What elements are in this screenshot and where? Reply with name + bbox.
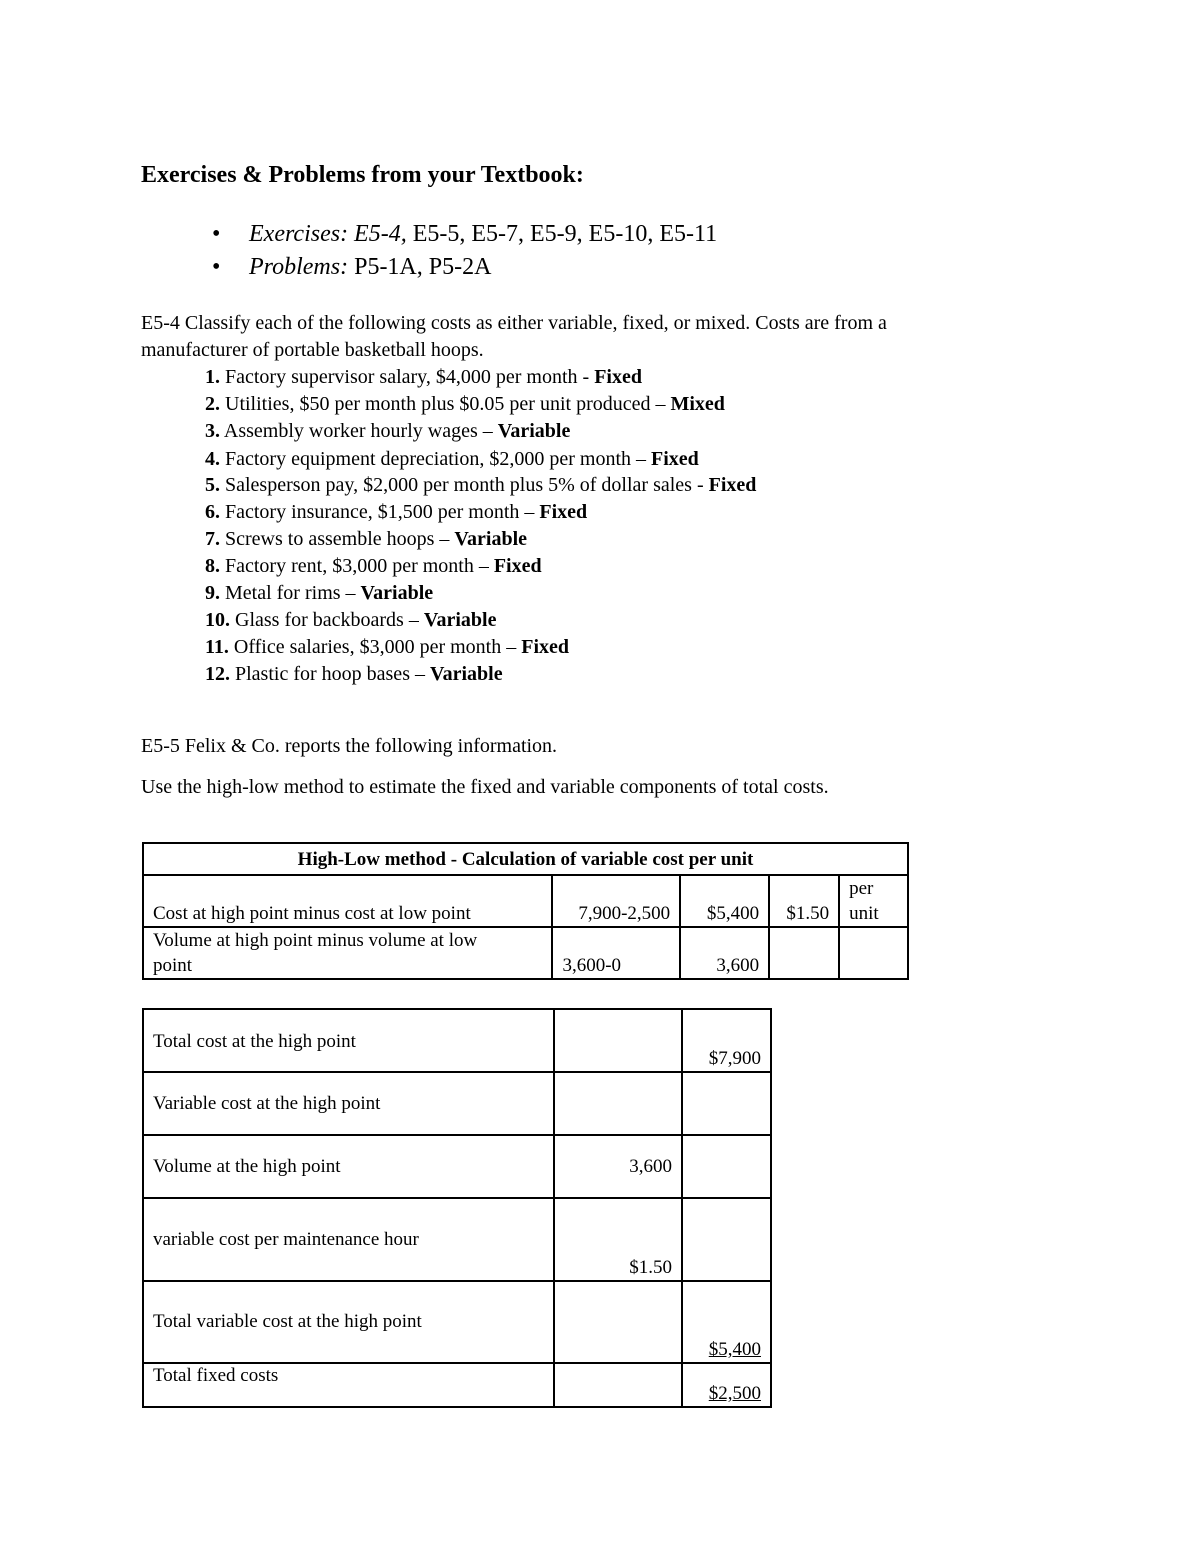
- item-classification: Fixed: [539, 501, 588, 523]
- e54-intro-line2: manufacturer of portable basketball hoops.: [141, 339, 484, 361]
- table-cell: $1.50: [554, 1198, 682, 1281]
- table-row: [143, 843, 908, 875]
- table-cell: [682, 1363, 771, 1407]
- bullet-dot-icon: •: [212, 221, 221, 247]
- table-cell: [839, 875, 908, 927]
- item-text: Salesperson pay, $2,000 per month plus 5% of dollar sales -: [225, 474, 709, 496]
- item-classification: Fixed: [708, 474, 757, 496]
- item-number: 5.: [205, 474, 220, 496]
- item-number: 9.: [205, 582, 220, 604]
- high-low-table: [142, 842, 909, 980]
- e55-intro: E5-5 Felix & Co. reports the following information.: [141, 735, 558, 757]
- table-cell: [143, 927, 552, 979]
- item-number: 3.: [205, 420, 220, 442]
- table-row: [143, 875, 908, 927]
- table-cell: [769, 927, 839, 979]
- item-text: Factory insurance, $1,500 per month –: [225, 501, 540, 523]
- item-text: Office salaries, $3,000 per month –: [233, 636, 522, 658]
- cell-value: $2,500: [708, 1383, 761, 1404]
- table-row: [143, 1198, 771, 1281]
- item-number: 2.: [205, 393, 220, 415]
- table-cell: [839, 927, 908, 979]
- table-title: High-Low method - Calculation of variable cost per unit: [143, 843, 908, 875]
- list-item: [205, 474, 756, 497]
- table-row: [143, 927, 908, 979]
- item-number: 11.: [205, 636, 229, 658]
- list-item: [205, 393, 725, 416]
- table-cell: [554, 1072, 682, 1135]
- label-line1: Volume at high point minus volume at low: [153, 930, 478, 951]
- fixed-cost-table: [142, 1008, 772, 1408]
- item-number: 1.: [205, 366, 220, 388]
- item-classification: Fixed: [521, 636, 570, 658]
- list-item: [205, 448, 699, 471]
- bullet-dot-icon: •: [212, 254, 221, 280]
- label-line2: point: [153, 955, 193, 976]
- item-classification: Fixed: [493, 555, 542, 577]
- cell-value: $5,400: [708, 1339, 761, 1360]
- item-classification: Variable: [360, 582, 434, 604]
- unit-line1: per: [849, 878, 874, 899]
- item-text: Plastic for hoop bases –: [235, 663, 430, 685]
- list-item: [205, 582, 433, 605]
- item-classification: Mixed: [670, 393, 725, 415]
- item-text: Factory rent, $3,000 per month –: [225, 555, 494, 577]
- list-item: [205, 636, 569, 659]
- table-cell: [554, 1363, 682, 1407]
- table-cell: [682, 1072, 771, 1135]
- item-number: 8.: [205, 555, 220, 577]
- table-cell: [682, 1198, 771, 1281]
- table-cell: 3,600-0: [552, 927, 680, 979]
- table-cell: $7,900: [682, 1009, 771, 1072]
- table-row: [143, 1009, 771, 1072]
- list-item: [205, 663, 503, 686]
- list-item: [205, 366, 642, 389]
- bullet-problems: [212, 254, 491, 281]
- table-cell: Volume at the high point: [143, 1135, 554, 1198]
- table-cell: [682, 1135, 771, 1198]
- bullet-label: Problems:: [249, 254, 349, 280]
- table-cell: 3,600: [680, 927, 769, 979]
- table-cell: variable cost per maintenance hour: [143, 1198, 554, 1281]
- bullet-label: Exercises: E5-4,: [249, 221, 407, 247]
- table-cell: $1.50: [769, 875, 839, 927]
- e54-intro-line1: E5-4 Classify each of the following costs as either variable, fixed, or mixed. Costs are from a: [141, 312, 887, 334]
- item-classification: Variable: [454, 528, 528, 550]
- table-cell: Variable cost at the high point: [143, 1072, 554, 1135]
- bullet-text: P5-1A, P5-2A: [348, 254, 492, 280]
- list-item: [205, 609, 496, 632]
- table-cell: [554, 1281, 682, 1363]
- e55-instruction: Use the high-low method to estimate the fixed and variable components of total costs.: [141, 776, 829, 798]
- item-number: 10.: [205, 609, 230, 631]
- bullet-text: E5-5, E5-7, E5-9, E5-10, E5-11: [406, 221, 718, 247]
- table-cell: 7,900-2,500: [552, 875, 680, 927]
- item-text: Metal for rims –: [225, 582, 361, 604]
- table-cell: 3,600: [554, 1135, 682, 1198]
- table-row: [143, 1072, 771, 1135]
- item-number: 6.: [205, 501, 220, 523]
- table-cell: $5,400: [680, 875, 769, 927]
- table-row: [143, 1135, 771, 1198]
- item-text: Glass for backboards –: [235, 609, 424, 631]
- item-text: Utilities, $50 per month plus $0.05 per unit produced –: [225, 393, 671, 415]
- unit-line2: unit: [849, 903, 879, 924]
- list-item: [205, 501, 587, 524]
- list-item: [205, 420, 570, 443]
- item-number: 4.: [205, 448, 220, 470]
- table-cell: Total cost at the high point: [143, 1009, 554, 1072]
- item-text: Assembly worker hourly wages –: [223, 420, 498, 442]
- item-number: 7.: [205, 528, 220, 550]
- table-cell: Total variable cost at the high point: [143, 1281, 554, 1363]
- table-cell: Cost at high point minus cost at low point: [143, 875, 552, 927]
- table-cell: Total fixed costs: [143, 1363, 554, 1407]
- item-text: Factory equipment depreciation, $2,000 per month –: [225, 448, 652, 470]
- table-row: [143, 1363, 771, 1407]
- table-cell: [554, 1009, 682, 1072]
- table-cell: [682, 1281, 771, 1363]
- list-item: [205, 555, 542, 578]
- bullet-exercises: [212, 221, 717, 248]
- item-classification: Variable: [497, 420, 571, 442]
- item-classification: Fixed: [594, 366, 642, 388]
- item-classification: Variable: [429, 663, 503, 685]
- list-item: [205, 528, 527, 551]
- item-text: Screws to assemble hoops –: [225, 528, 455, 550]
- item-classification: Fixed: [651, 448, 699, 470]
- item-number: 12.: [205, 663, 230, 685]
- item-text: Factory supervisor salary, $4,000 per month -: [225, 366, 595, 388]
- table-row: [143, 1281, 771, 1363]
- page-heading: Exercises & Problems from your Textbook:: [141, 162, 584, 188]
- item-classification: Variable: [423, 609, 497, 631]
